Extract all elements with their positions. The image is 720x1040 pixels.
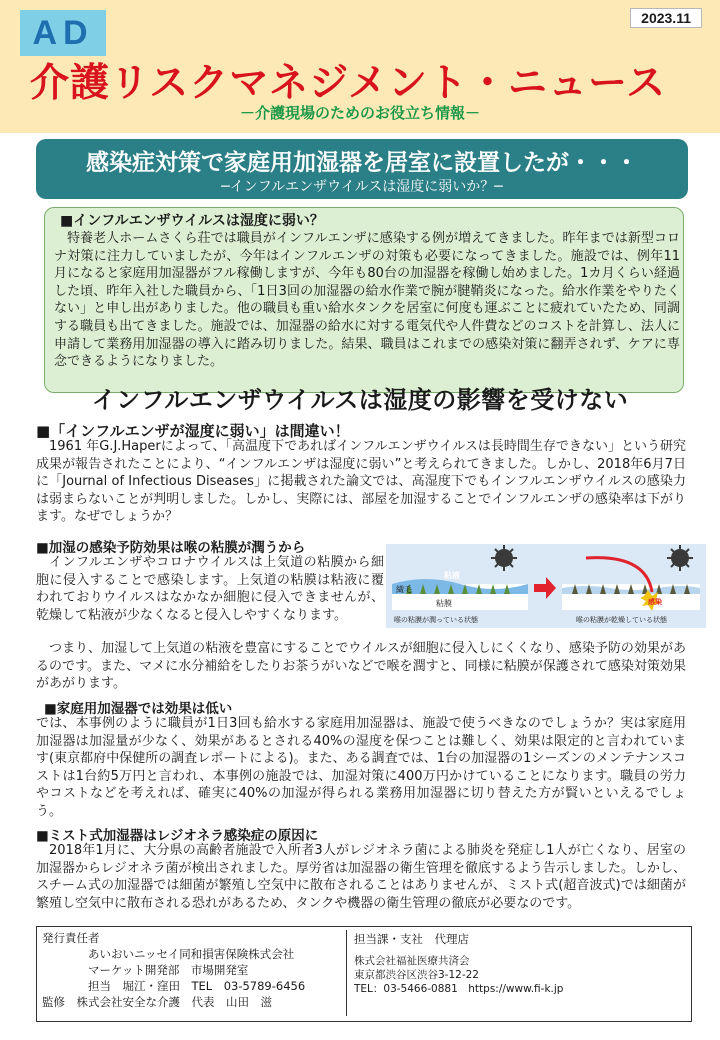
caption-moist: 喉の粘膜が潤っている状態 <box>394 616 478 624</box>
virus-icon <box>667 545 693 571</box>
publisher-dept: マーケット開発部 市場開発室 <box>88 963 249 977</box>
label-cilia: 繊毛 <box>396 585 412 594</box>
case-heading: ■インフルエンザウイルスは湿度に弱い？ <box>60 213 324 229</box>
publisher-company: あいおいニッセイ同和損害保険株式会社 <box>88 947 295 961</box>
publisher-label: 発行責任者 <box>42 931 100 945</box>
section2-body2: つまり、加湿して上気道の粘液を豊富にすることでウイルスが細胞に侵入しにくくなり、感染予防の効果があるのです。また、マメに水分補給をしたりお茶うがいなどで喉を潤すと、同様に粘膜が保護されて感染対策効果があがります。 <box>36 641 686 692</box>
section2-heading: ■加湿の感染予防効果は喉の粘膜が潤うから <box>36 540 306 556</box>
article-headline: インフルエンザウイルスは湿度の影響を受けない <box>91 386 629 414</box>
ad-badge: AD <box>20 10 106 56</box>
arrow-right-icon <box>534 577 556 599</box>
agent-label: 担当課・支社 代理店 <box>354 932 469 946</box>
section2-body: インフルエンザやコロナウイルスは上気道の粘膜から細胞に侵入することで感染します。上気道の粘膜は粘液に覆われておりウイルスはなかなか細胞に侵入できませんが、乾燥して粘液が少なくなると侵入しやすくなります。 <box>36 555 384 623</box>
label-infection: 感染 <box>648 598 662 606</box>
newsletter-title: 介護リスクマネジメント・ニュース <box>30 61 667 106</box>
label-membrane: 粘膜 <box>436 599 452 608</box>
virus-icon <box>491 545 517 571</box>
topic-subtitle: ─インフルエンザウイルスは湿度に弱いか？─ <box>221 179 503 195</box>
topic-title: 感染症対策で家庭用加湿器を居室に設置したが・・・ <box>86 150 638 176</box>
agent-address: 東京都渋谷区渋谷3-12-22 <box>354 969 479 981</box>
section3-body: では、本事例のように職員が1日3回も給水する家庭用加湿器は、施設で使うべきなのでしょうか？実は家庭用加湿器は加湿量が少なく、効果があるとされる40%の湿度を保つことは難しく、効果は限定的と言われています(東京都府中保健所の調査レポートによる)。また、ある調査では、1台の加湿器の1シーズンのメンテナンスコストは1台約5万円と言われ、本事例の施設では、加湿対策に400万円かけていることになります。職員の労力やコストなどを考えれば、確実に40%の加湿が得られる業務用加湿器に切り替えた方が賢いといえるでしょう。 <box>36 716 686 819</box>
agent-contact: TEL：03-5466-0881 https://www.fi-k.jp <box>354 983 564 995</box>
supervisor: 監修 株式会社安全な介護 代表 山田 滋 <box>42 995 272 1009</box>
agent-company: 株式会社福祉医療共済会 <box>354 955 470 967</box>
section1-body: 1961 年G.J.Haperによって、「高温度下であればインフルエンザウイルスは長時間生存できない」という研究成果が報告されたことにより、“インフルエンザは湿度に弱い”と考えられてきました。しかし、2018年6月7日に「Journal of Infectious Diseases」に掲載された論文では、高湿度下でもインフルエンザウイルスの感染力は弱まらないことが判明しました。しかし、実際には、部屋を加湿することでインフルエンザの感染率は下がります。なぜでしょうか？ <box>36 439 686 525</box>
section4-heading: ■ミスト式加湿器はレジオネラ感染症の原因に <box>36 828 319 844</box>
mucosa-illustration <box>386 544 706 628</box>
publisher-contact: 担当 堀江・窪田 TEL 03-5789-6456 <box>88 979 306 993</box>
section3-heading: ■家庭用加湿器では効果は低い <box>44 701 233 717</box>
section4-body: 2018年1月に、大分県の高齢者施設で入所者3人がレジオネラ菌による肺炎を発症し1人が亡くなり、居室の加湿器からレジオネラ菌が検出されました。厚労省は加湿器の衛生管理を徹底するよう告示しました。しかし、スチーム式の加湿器では細菌が繁殖し空気中に散布されることはありませんが、ミスト式(超音波式)では細菌が繁殖し空気中に散布される恐れがあるため、タンクや機器の衛生管理の徹底が必要なのです。 <box>36 843 686 911</box>
newsletter-subtitle: －介護現場のためのお役立ち情報－ <box>239 104 480 122</box>
caption-dry: 喉の粘膜が乾燥している状態 <box>576 616 667 624</box>
label-mucus: 粘液 <box>444 571 460 580</box>
footer-divider <box>346 930 347 1016</box>
case-body: 特養老人ホームさくら荘では職員がインフルエンザに感染する例が増えてきました。昨年までは新型コロナ対策に注力していましたが、今年はインフルエンザの対策も必要になってきました。施設では、例年11月になると家庭用加湿器がフル稼働しますが、今年も80台の加湿器を稼働し始めました。1カ月くらい経過した頃、昨年入社した職員から、「1日3回の加湿器の給水作業で腕が腱鞘炎になった。給水作業をやりたくない」と申し出がありました。他の職員も重い給水タンクを居室に何度も運ぶことに疲れていたため、同調する職員も出てきました。施設では、加湿器の給水に対する電気代や人件費などのコストを計算し、法人に申請して業務用加湿器の導入に踏み切りました。結果、職員はこれまでの感染対策に翻弄されず、ケアに専念できるようになりました。 <box>54 231 680 370</box>
section1-heading: ■「インフルエンザが湿度に弱い」は間違い！ <box>36 422 350 440</box>
issue-date: 2023.11 <box>630 8 702 28</box>
